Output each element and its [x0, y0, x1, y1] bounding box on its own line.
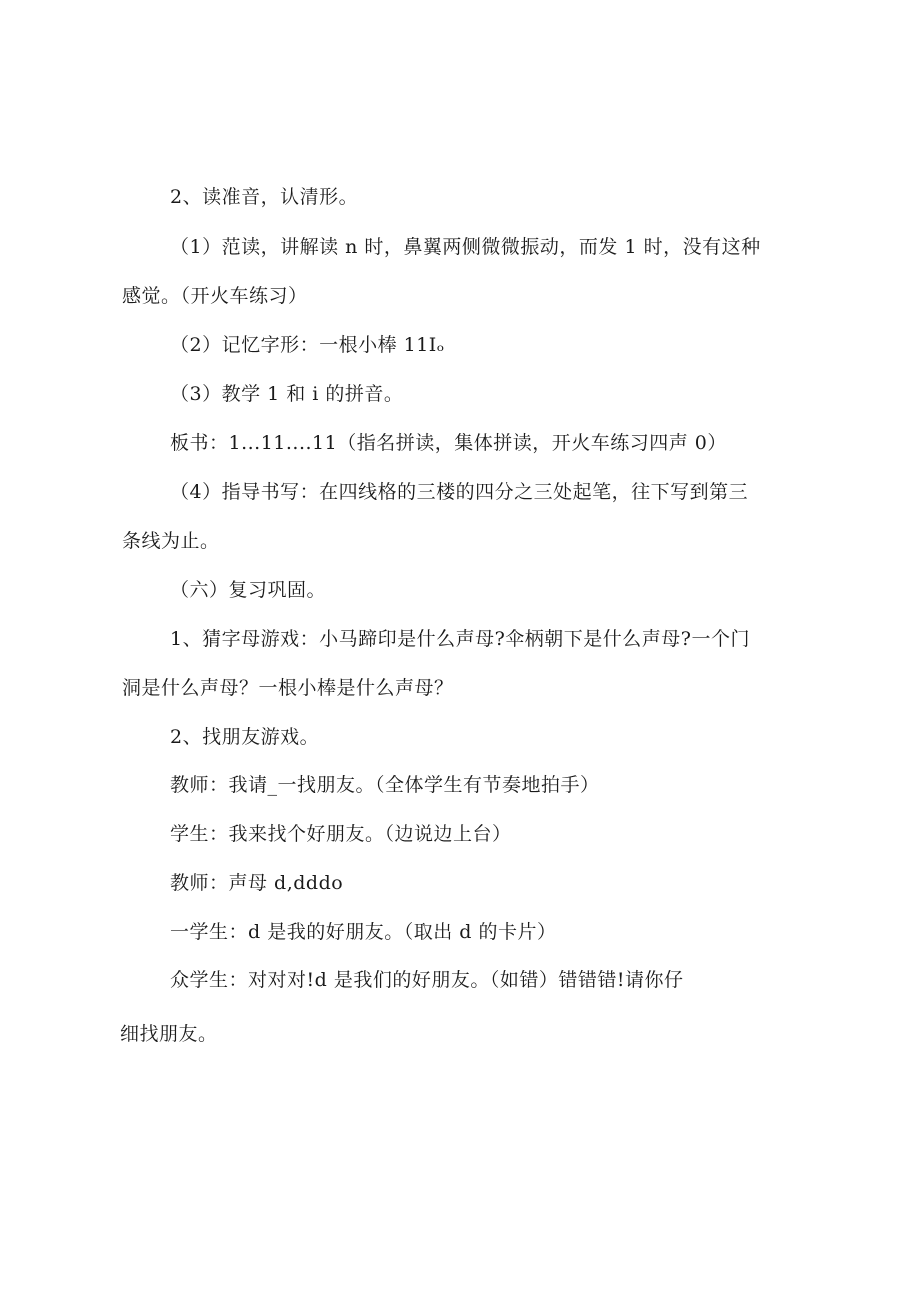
paragraph-line-12: 2、找朋友游戏。 [170, 726, 320, 748]
paragraph-line-1: 2、读准音，认清形。 [170, 186, 359, 208]
paragraph-line-6: 板书：1...11....11（指名拼读，集体拼读，开火车练习四声 0） [170, 432, 727, 454]
paragraph-line-8: 条线为止。 [122, 530, 220, 552]
section-heading: （六）复习巩固。 [170, 579, 327, 601]
paragraph-line-10: 1、猜字母游戏：小马蹄印是什么声母?伞柄朝下是什么声母?一个门 [170, 628, 750, 650]
dialogue-line-3: 教师：声母 d,dddo [170, 872, 344, 894]
paragraph-line-5: （3）教学 1 和 i 的拼音。 [170, 383, 404, 405]
dialogue-line-5: 众学生：对对对!d 是我们的好朋友。（如错）错错错!请你仔 [170, 969, 684, 991]
dialogue-line-2: 学生：我来找个好朋友。（边说边上台） [170, 823, 512, 845]
paragraph-line-7: （4）指导书写：在四线格的三楼的四分之三处起笔，往下写到第三 [170, 481, 749, 503]
dialogue-line-1: 教师：我请_一找朋友。（全体学生有节奏地拍手） [170, 774, 600, 796]
paragraph-line-11: 洞是什么声母？一根小棒是什么声母？ [122, 677, 454, 699]
paragraph-line-2: （1）范读，讲解读 n 时，鼻翼两侧微微振动，而发 1 时，没有这种 [170, 236, 761, 258]
dialogue-line-6: 细找朋友。 [120, 1023, 218, 1045]
paragraph-line-4: （2）记忆字形：一根小棒 11Iₒ [170, 334, 445, 356]
paragraph-line-3: 感觉。（开火车练习） [122, 285, 308, 307]
dialogue-line-4: 一学生：d 是我的好朋友。（取出 d 的卡片） [170, 921, 557, 943]
